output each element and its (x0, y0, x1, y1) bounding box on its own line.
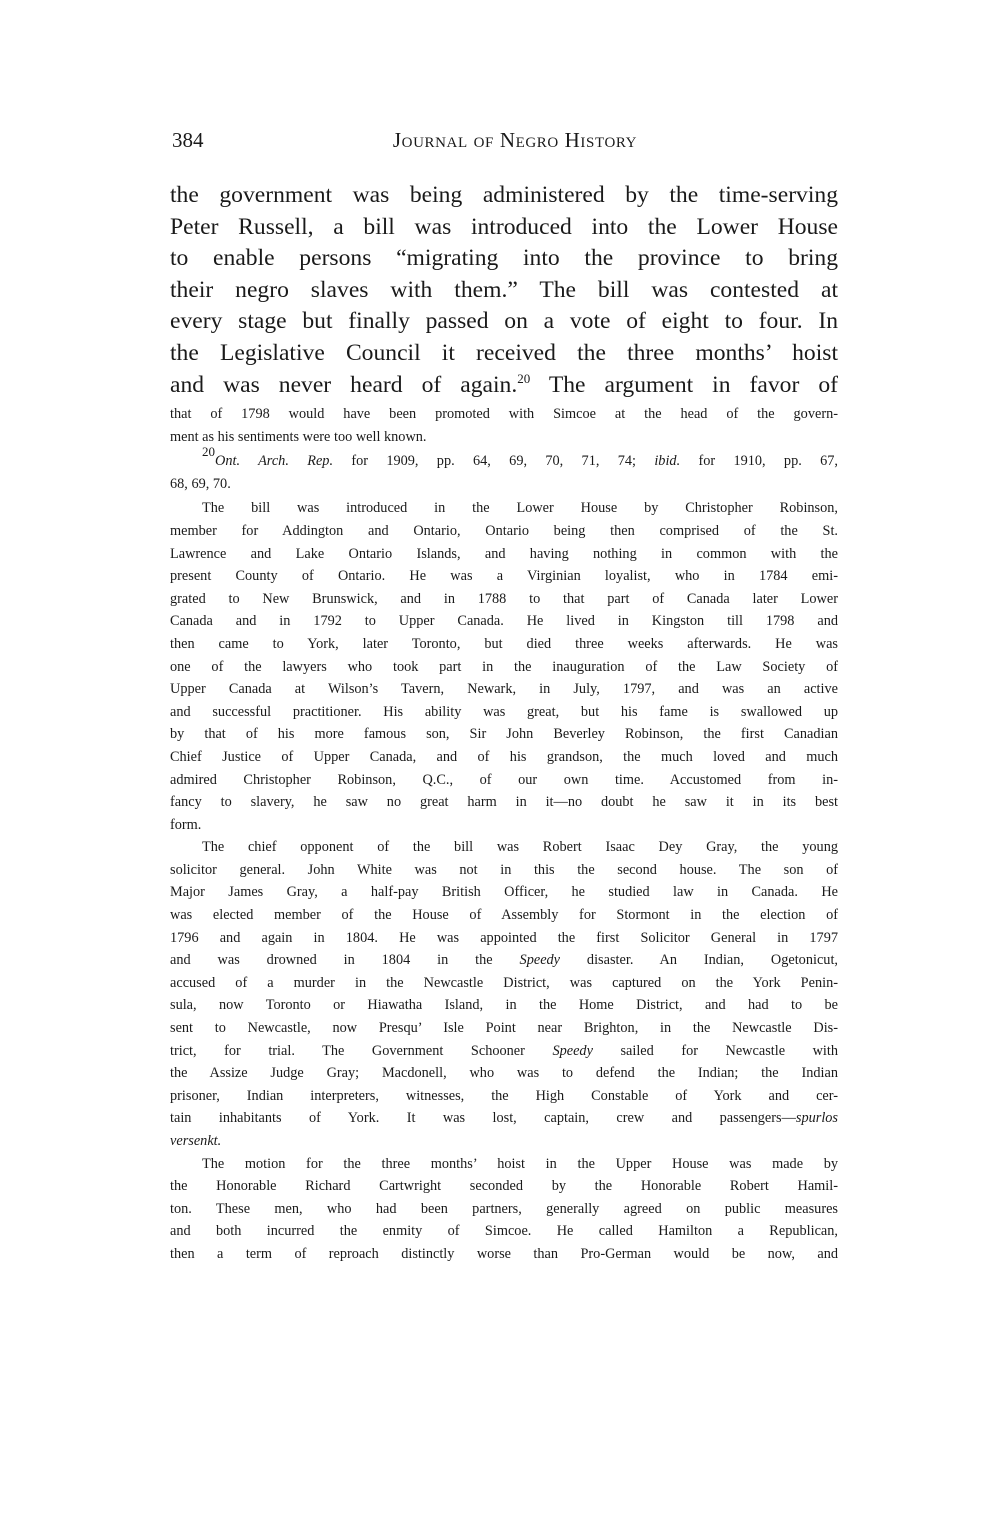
german-phrase: spurlos (795, 1110, 838, 1127)
footnote-line: The bill was introduced in the Lower House by Christopher Robinson, (202, 500, 838, 517)
footnote-line: The motion for the three months’ hoist in the Upper House was made by (202, 1155, 838, 1172)
footnotes (170, 403, 838, 1266)
footnote-text: trict, for trial. The Government Schooner (170, 1042, 553, 1059)
footnote-line: ment as his sentiments were too well known. (170, 428, 427, 445)
footnote-line (170, 1130, 838, 1153)
footnote-line: Chief Justice of Upper Canada, and of his grandson, the much loved and much (170, 748, 838, 765)
footnote-line: sula, now Toronto or Hiawatha Island, in the Home District, and had to be (170, 997, 838, 1014)
running-head (172, 128, 838, 160)
footnote-line: 68, 69, 70. (170, 475, 231, 492)
footnote-line: prisoner, Indian interpreters, witnesses, the High Constable of York and cer- (170, 1087, 838, 1104)
footnote-line: 1796 and again in 1804. He was appointed the first Solicitor General in 1797 (170, 929, 838, 946)
body-text-fragment: and was never heard of again. (170, 371, 518, 398)
footnote-line: by that of his more famous son, Sir John Beverley Robinson, the first Canadian (170, 726, 838, 743)
footnote-text: and was drowned in 1804 in the (170, 952, 520, 969)
footnote-text: sailed for Newcastle with (592, 1042, 838, 1059)
footnote-line: and both incurred the enmity of Simcoe. He called Hamilton a Republican, (170, 1223, 838, 1240)
body-text-fragment: The argument in favor of (530, 371, 838, 398)
footnote-line: then came to York, later Toronto, but died three weeks afterwards. He was (170, 635, 838, 652)
ship-name: Speedy (552, 1042, 593, 1059)
ship-name: Speedy (519, 952, 561, 969)
footnote-line: ton. These men, who had been partners, generally agreed on public measures (170, 1200, 838, 1217)
footnote-line: Canada and in 1792 to Upper Canada. He lived in Kingston till 1798 and (170, 613, 838, 630)
footnote-line: member for Addington and Ontario, Ontario being then comprised of the St. (170, 522, 838, 539)
footnote-line: then a term of reproach distinctly worse than Pro-German would be now, and (170, 1245, 838, 1262)
body-line (170, 370, 838, 402)
footnote-line: The chief opponent of the bill was Robert Isaac Dey Gray, the young (202, 839, 838, 856)
citation-text: for 1910, pp. 67, (680, 453, 838, 470)
footnote-line (170, 1040, 838, 1063)
footnote-line: was elected member of the House of Assembly for Stormont in the election of (170, 907, 838, 924)
footnote-line: admired Christopher Robinson, Q.C., of our own time. Accustomed from in- (170, 771, 838, 788)
body-line: the government was being administered by the time-serving (170, 182, 838, 208)
footnote-line (170, 949, 838, 972)
footnote-line: fancy to slavery, he saw no great harm in it—no doubt he saw it in its best (170, 794, 838, 811)
footnote-number: 20 (202, 444, 215, 460)
footnote-line: Major James Gray, a half-pay British Officer, he studied law in Canada. He (170, 884, 838, 901)
footnote-line: grated to New Brunswick, and in 1788 to that part of Canada later Lower (170, 590, 838, 607)
footnote-line: present County of Ontario. He was a Virginian loyalist, who in 1784 emi- (170, 568, 838, 585)
body-line: to enable persons “migrating into the province to bring (170, 245, 838, 272)
footnote-line: sent to Newcastle, now Presqu’ Isle Point near Brighton, in the Newcastle Dis- (170, 1020, 838, 1037)
footnote-line: the Honorable Richard Cartwright seconded by the Honorable Robert Hamil- (170, 1178, 838, 1195)
footnote-text: disaster. An Indian, Ogetonicut, (560, 952, 838, 969)
german-phrase: versenkt. (170, 1133, 222, 1149)
running-title: Journal of Negro History (392, 128, 638, 152)
footnote-line: one of the lawyers who took part in the inauguration of the Law Society of (170, 658, 838, 675)
footnote-line: solicitor general. John White was not in this the second house. The son of (170, 861, 838, 878)
footnote-line: accused of a murder in the Newcastle District, was captured on the York Penin- (170, 974, 838, 991)
footnote-line (170, 1107, 838, 1130)
footnote-20 (170, 444, 838, 473)
body-line: every stage but finally passed on a vote of eight to four. In (170, 308, 838, 335)
citation-title: Ont. Arch. Rep. (215, 453, 334, 470)
footnote-line: Lawrence and Lake Ontario Islands, and having nothing in common with the (170, 545, 838, 562)
body-line: Peter Russell, a bill was introduced into the Lower House (170, 213, 838, 240)
footnote-text: tain inhabitants of York. It was lost, captain, crew and passengers— (170, 1110, 796, 1127)
body-text (170, 180, 838, 401)
footnote-line: form. (170, 816, 202, 833)
footnote-ref-20: 20 (517, 370, 531, 386)
footnote-line: the Assize Judge Gray; Macdonell, who was to defend the Indian; the Indian (170, 1065, 838, 1082)
body-line: their negro slaves with them.” The bill was contested at (170, 276, 838, 303)
footnote-line: that of 1798 would have been promoted with Simcoe at the head of the govern- (170, 406, 838, 422)
page-number: 384 (172, 128, 204, 152)
footnote-line: and successful practitioner. His ability was great, but his fame is swallowed up (170, 703, 838, 720)
citation-ibid: ibid. (654, 453, 681, 470)
citation-text: for 1909, pp. 64, 69, 70, 71, 74; (333, 453, 655, 470)
footnote-line: Upper Canada at Wilson’s Tavern, Newark, in July, 1797, and was an active (170, 681, 838, 698)
body-line: the Legislative Council it received the three months’ hoist (170, 339, 838, 366)
